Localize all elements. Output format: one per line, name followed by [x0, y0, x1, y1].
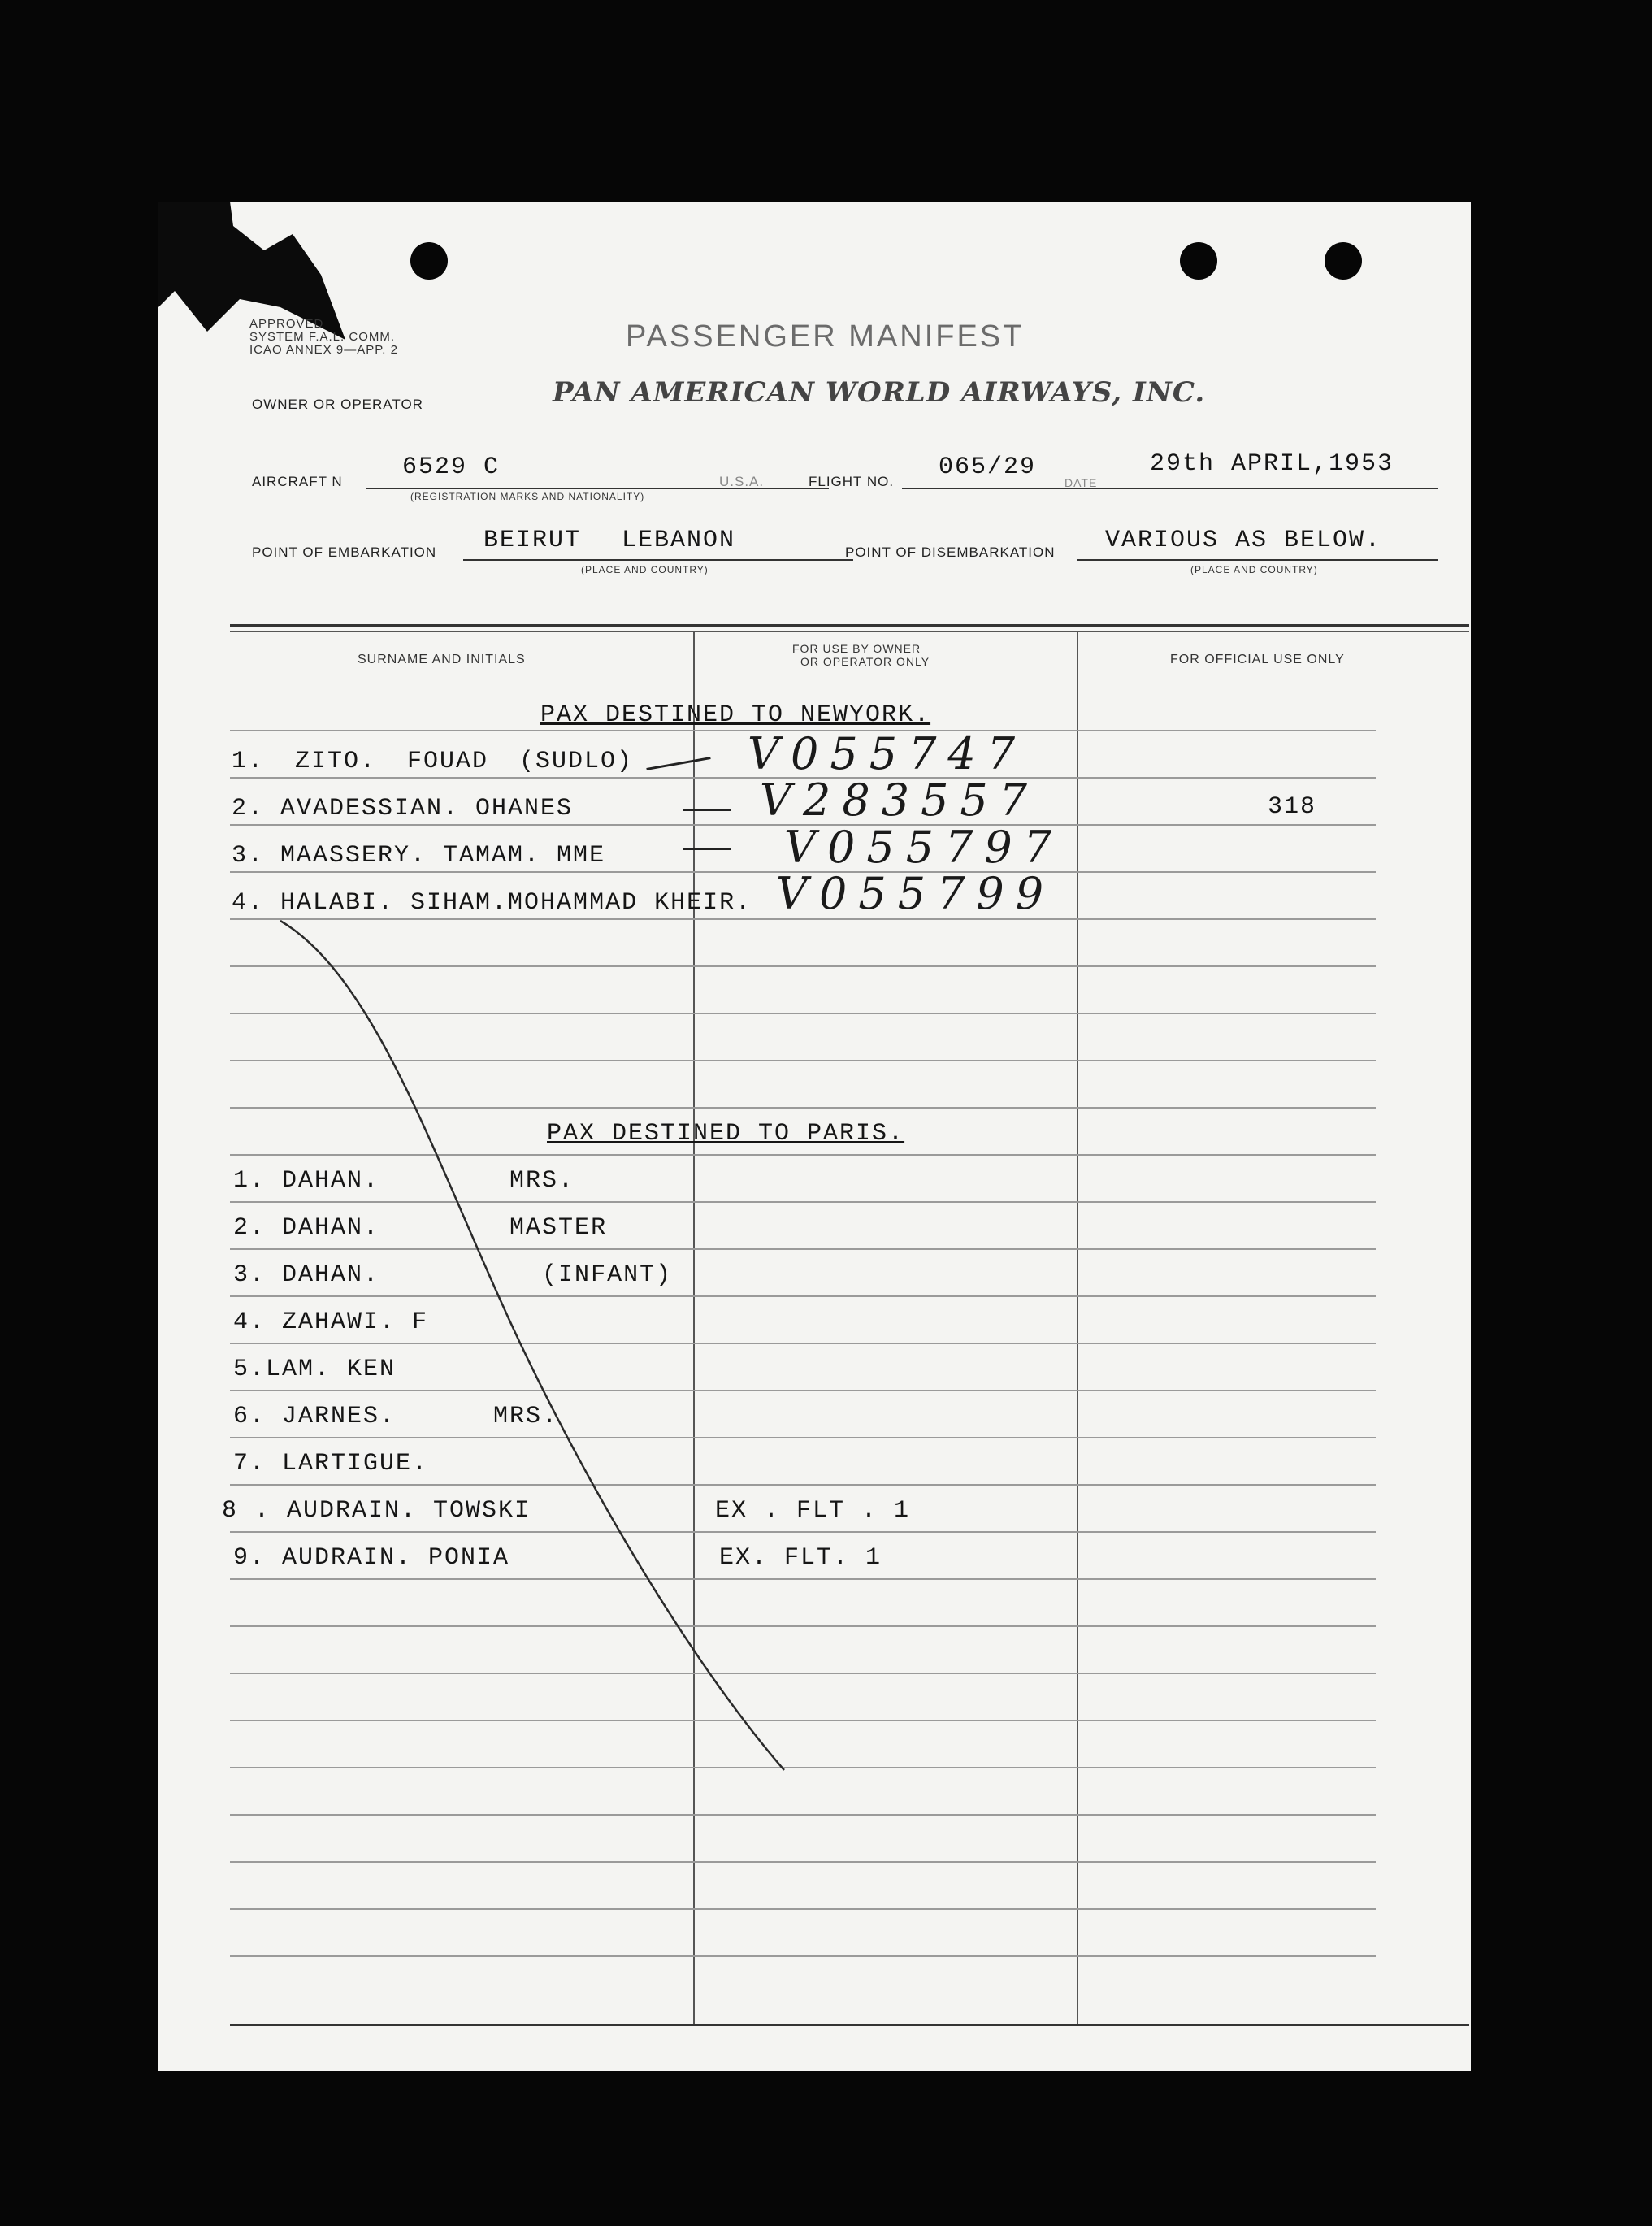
- flight-label: FLIGHT NO.: [809, 474, 895, 489]
- passenger-entry: 1. ZITO. FOUAD (SUDLO): [232, 748, 634, 775]
- approval-line: APPROVED: [249, 317, 324, 331]
- date-label: DATE: [1064, 476, 1098, 489]
- place-caption: (PLACE AND COUNTRY): [581, 564, 709, 575]
- embark-value: BEIRUT LEBANON: [483, 527, 736, 554]
- owner-label: OWNER OR OPERATOR: [252, 397, 423, 412]
- passenger-entry: 3. MAASSERY. TAMAM. MME: [232, 842, 606, 870]
- manifest-sheet: [158, 202, 1471, 2071]
- aircraft-value: 6529 C: [402, 453, 501, 481]
- column-header-owner-use: FOR USE BY OWNER: [792, 642, 921, 655]
- disembark-value: VARIOUS AS BELOW.: [1105, 527, 1382, 554]
- passenger-entry: 8 . AUDRAIN. TOWSKI: [222, 1497, 531, 1525]
- official-note: 318: [1268, 793, 1317, 821]
- date-value: 29th APRIL,1953: [1150, 450, 1394, 478]
- passenger-entry: 4. HALABI. SIHAM.MOHAMMAD KHEIR.: [232, 889, 752, 917]
- passenger-entry: 7. LARTIGUE.: [233, 1450, 429, 1477]
- approval-line: ICAO ANNEX 9—APP. 2: [249, 343, 398, 357]
- column-header-official: FOR OFFICIAL USE ONLY: [1170, 653, 1345, 666]
- flight-reference: EX . FLT . 1: [715, 1497, 911, 1525]
- column-header-surname: SURNAME AND INITIALS: [358, 653, 526, 666]
- passenger-entry: 1. DAHAN. MRS.: [233, 1167, 575, 1195]
- approval-line: SYSTEM F.A.L. COMM.: [249, 330, 396, 344]
- embark-label: POINT OF EMBARKATION: [252, 545, 437, 560]
- owner-value: PAN AMERICAN WORLD AIRWAYS, INC.: [553, 376, 1206, 409]
- flight-value: 065/29: [939, 453, 1037, 481]
- passenger-entry: 2. DAHAN. MASTER: [233, 1214, 608, 1242]
- place-caption: (PLACE AND COUNTRY): [1190, 564, 1318, 575]
- passenger-entry: 3. DAHAN. (INFANT): [233, 1261, 673, 1289]
- handwritten-code: V055799: [776, 868, 1056, 919]
- flight-reference: EX. FLT. 1: [719, 1544, 882, 1572]
- pen-stroke: [158, 202, 1471, 2071]
- passenger-entry: 2. AVADESSIAN. OHANES: [232, 795, 574, 822]
- handwritten-code: V055747: [748, 728, 1027, 779]
- table-bottom-rule: [230, 2024, 1469, 2026]
- handwritten-code: V283557: [760, 775, 1039, 826]
- disembark-label: POINT OF DISEMBARKATION: [845, 545, 1056, 560]
- passenger-entry: 9. AUDRAIN. PONIA: [233, 1544, 510, 1572]
- page-title: PASSENGER MANIFEST: [626, 319, 1025, 354]
- handwritten-code: V055797: [784, 822, 1064, 873]
- section-heading: PAX DESTINED TO PARIS.: [547, 1120, 905, 1148]
- section-heading: PAX DESTINED TO NEWYORK.: [540, 701, 931, 729]
- passenger-entry: 5.LAM. KEN: [233, 1356, 397, 1383]
- passenger-entry: 4. ZAHAWI. F: [233, 1308, 429, 1336]
- column-header-owner-use: OR OPERATOR ONLY: [800, 655, 930, 668]
- usa-label: U.S.A.: [719, 474, 765, 489]
- registration-caption: (REGISTRATION MARKS AND NATIONALITY): [410, 491, 645, 502]
- passenger-entry: 6. JARNES. MRS.: [233, 1403, 559, 1430]
- aircraft-label: AIRCRAFT N: [252, 474, 343, 489]
